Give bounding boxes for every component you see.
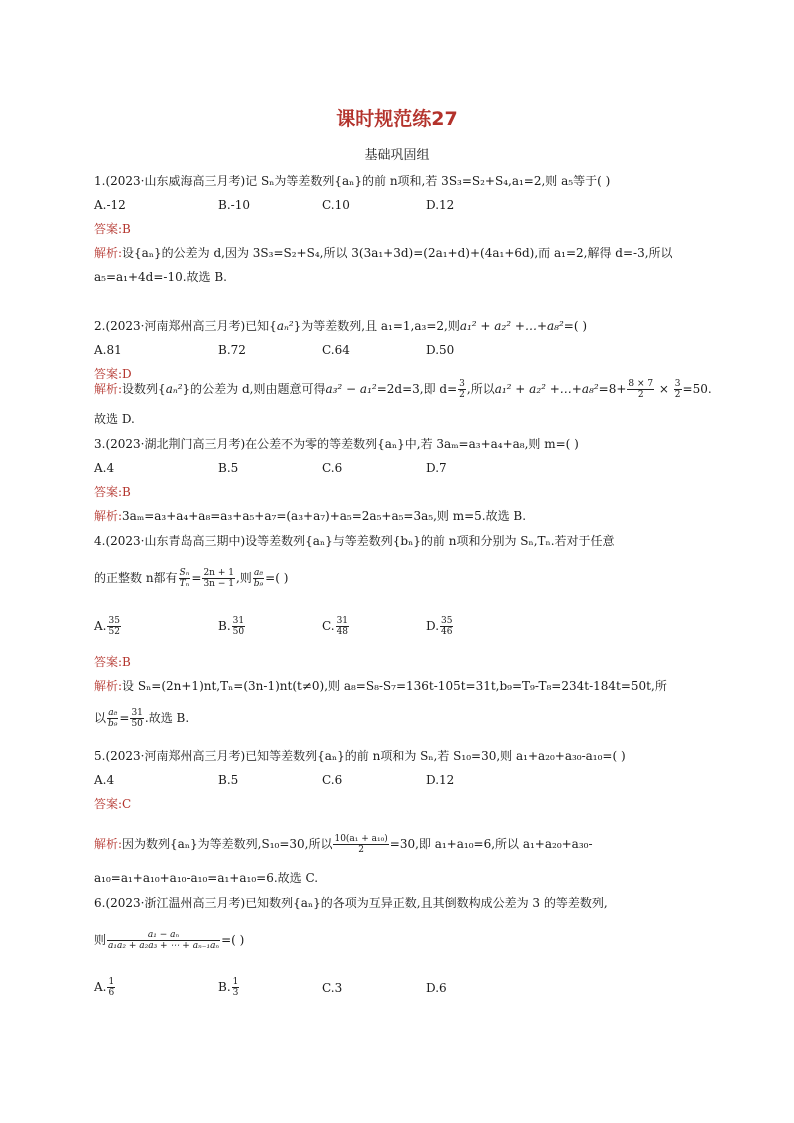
q1-option-d: D.12 [426, 198, 455, 212]
q1-solution-line-1 [94, 245, 673, 261]
numerator: a₈ [108, 708, 118, 718]
numerator: 8 × 7 [628, 379, 654, 389]
q6-stem-part: =( ) [221, 933, 245, 947]
q2-sol-part: × [655, 382, 673, 396]
q2-option-c: C.64 [322, 343, 350, 357]
numerator: 35 [441, 616, 453, 626]
solution-label: 解析: [94, 837, 123, 851]
question-4-stem-line-2 [94, 566, 288, 590]
q1-option-c: C.10 [322, 198, 350, 212]
q4-fraction-value [130, 708, 143, 729]
answer-value: D [122, 367, 132, 381]
q1-solution-line-2: a₅=a₁+4d=-10.故选 B. [94, 270, 227, 284]
option-letter: A. [94, 619, 107, 633]
numerator: 31 [232, 616, 245, 626]
numerator: 3 [674, 379, 681, 389]
q3-solution [94, 508, 526, 524]
denominator: 50 [131, 719, 143, 729]
numerator: 2n + 1 [203, 568, 234, 578]
numerator: 35 [108, 616, 120, 626]
numerator: 10(a₁ + a₁₀) [334, 834, 388, 844]
question-1-stem: 1.(2023·山东威海高三月考)记 Sₙ为等差数列{aₙ}的前 n项和,若 3S₃=S₂+S₄,a₁=2,则 a₅等于( ) [94, 174, 611, 188]
q4-stem-part: =( ) [265, 571, 289, 585]
denominator: 3 [232, 988, 239, 998]
q3-option-c: C.6 [322, 461, 343, 475]
q4-option-a [94, 614, 122, 638]
q2-fraction-f [674, 379, 682, 400]
q2-fraction-e [627, 379, 654, 400]
denominator: 2 [459, 390, 465, 400]
option-letter: B. [218, 619, 231, 633]
q2-sol-expression: a₃² − a₁² [325, 382, 377, 396]
answer-value: B [122, 655, 131, 669]
q2-stem-part: 2.(2023·河南郑州高三月考)已知{ [94, 319, 277, 333]
option-letter: A. [94, 980, 107, 994]
q2-option-d: D.50 [426, 343, 455, 357]
question-3-stem: 3.(2023·湖北荆门高三月考)在公差不为零的等差数列{aₙ}中,若 3aₘ=a₃+a₄+a₈,则 m=( ) [94, 437, 579, 451]
denominator: 6 [108, 988, 115, 998]
option-letter: C. [322, 619, 335, 633]
option-fraction [232, 977, 240, 998]
numerator: 1 [108, 977, 115, 987]
q4-solution-text-1: 设 Sₙ=(2n+1)nt,Tₙ=(3n-1)nt(t≠0),则 a₈=S₈-S₇=136t-105t=31t,b₉=T₉-T₈=234t-184t=50t,所 [122, 679, 667, 693]
q3-option-d: D.7 [426, 461, 447, 475]
q2-option-a: A.81 [94, 343, 122, 357]
option-fraction [107, 616, 120, 637]
q4-option-b [218, 614, 246, 638]
q2-stem-expression: a₁² + a₂² +…+a₈² [459, 319, 564, 333]
q4-sol-part: = [119, 711, 130, 725]
section-heading: 基础巩固组 [364, 148, 430, 163]
question-6-stem-line-1: 6.(2023·浙江温州高三月考)已知数列{aₙ}的各项为互异正数,且其倒数构成公差为 3 的等差数列, [94, 896, 608, 910]
q5-answer [94, 796, 131, 812]
q5-sol-part: 因为数列{aₙ}为等差数列,S₁₀=30,所以 [122, 837, 333, 851]
answer-value: B [122, 485, 131, 499]
answer-value: C [122, 797, 132, 811]
option-fraction [440, 616, 453, 637]
q4-fraction-st [179, 568, 191, 589]
denominator: a₁a₂ + a₂a₃ + ⋯ + aₙ₋₁aₙ [108, 941, 220, 951]
denominator: 46 [441, 627, 453, 637]
denominator: b₉ [253, 579, 264, 589]
q4-solution-line-2 [94, 706, 189, 730]
q5-solution-line-2: a₁₀=a₁+a₁₀+a₁₀-a₁₀=a₁+a₁₀=6.故选 C. [94, 871, 319, 885]
q2-sol-part: =50. [682, 382, 712, 396]
q2-fraction-d [458, 379, 466, 400]
q2-stem-symbol: aₙ² [276, 319, 294, 333]
denominator: Tₙ [179, 579, 190, 589]
solution-label: 解析: [94, 246, 123, 260]
q2-sol-part: =8+ [598, 382, 627, 396]
q2-sol-symbol: aₙ² [165, 382, 183, 396]
q5-option-c: C.6 [322, 773, 343, 787]
q5-option-b: B.5 [218, 773, 239, 787]
q3-option-b: B.5 [218, 461, 239, 475]
q3-option-a: A.4 [94, 461, 115, 475]
numerator: 31 [131, 708, 143, 718]
q4-option-d [426, 614, 454, 638]
solution-label: 解析: [94, 382, 123, 396]
q2-solution-line-1 [94, 378, 712, 400]
denominator: 52 [108, 627, 120, 637]
numerator: a₁ − aₙ [107, 930, 220, 941]
answer-label: 答案: [94, 222, 123, 236]
numerator: 1 [232, 977, 239, 987]
option-fraction [336, 616, 349, 637]
q3-answer [94, 484, 131, 500]
question-6-stem-line-2 [94, 928, 244, 952]
q1-answer [94, 221, 131, 237]
q5-fraction-sum [333, 834, 388, 855]
question-5-stem: 5.(2023·河南郑州高三月考)已知等差数列{aₙ}的前 n项和为 Sₙ,若 S₁₀=30,则 a₁+a₂₀+a₃₀-a₁₀=( ) [94, 749, 626, 763]
answer-label: 答案: [94, 367, 123, 381]
numerator: Sₙ [179, 568, 190, 578]
q4-sol-part: 以 [94, 711, 107, 725]
question-4-stem-line-1: 4.(2023·山东青岛高三期中)设等差数列{aₙ}与等差数列{bₙ}的前 n项和分别为 Sₙ,Tₙ.若对于任意 [94, 534, 615, 548]
page-title: 课时规范练27 [336, 108, 458, 130]
solution-label: 解析: [94, 509, 123, 523]
q4-option-c [322, 614, 350, 638]
denominator: 50 [232, 627, 245, 637]
q2-sol-expression-2: a₁² + a₂² +…+a₈² [494, 382, 599, 396]
answer-label: 答案: [94, 485, 123, 499]
q4-fraction-result [107, 708, 118, 729]
solution-label: 解析: [94, 679, 123, 693]
q2-solution-line-2: 故选 D. [94, 412, 135, 426]
denominator: 3n − 1 [203, 579, 234, 589]
q1-solution-text-1: 设{aₙ}的公差为 d,因为 3S₃=S₂+S₄,所以 3(3a₁+3d)=(2a₁+d)+(4a₁+6d),而 a₁=2,解得 d=-3,所以 [122, 246, 673, 260]
q2-option-b: B.72 [218, 343, 246, 357]
denominator: b₉ [108, 719, 118, 729]
option-letter: D. [426, 619, 440, 633]
denominator: 2 [358, 845, 364, 855]
answer-label: 答案: [94, 797, 123, 811]
q2-sol-part: =2d=3,即 d= [376, 382, 458, 396]
q4-answer [94, 654, 131, 670]
q4-stem-part: 的正整数 n都有 [94, 571, 178, 585]
q5-option-a: A.4 [94, 773, 115, 787]
q4-stem-part: = [191, 571, 202, 585]
q1-option-b: B.-10 [218, 198, 250, 212]
q4-fraction-n [202, 568, 235, 589]
q6-option-b [218, 975, 240, 999]
question-2-stem [94, 318, 587, 334]
q5-solution-line-1 [94, 832, 593, 856]
numerator: a₈ [253, 568, 263, 578]
q1-option-a: A.-12 [94, 198, 126, 212]
q5-sol-part: =30,即 a₁+a₁₀=6,所以 a₁+a₂₀+a₃₀- [389, 837, 593, 851]
q2-stem-part: =( ) [563, 319, 588, 333]
q4-sol-part: .故选 B. [144, 711, 190, 725]
option-fraction [232, 616, 245, 637]
q2-sol-part: }的公差为 d,则由题意可得 [182, 382, 326, 396]
q4-solution-line-1 [94, 678, 667, 694]
q6-option-d: D.6 [426, 981, 447, 995]
answer-value: B [122, 222, 131, 236]
numerator: 31 [336, 616, 349, 626]
q6-stem-part: 则 [94, 933, 107, 947]
q6-option-c: C.3 [322, 981, 343, 995]
denominator: 2 [674, 390, 681, 400]
option-fraction [107, 977, 115, 998]
q5-option-d: D.12 [426, 773, 455, 787]
q6-fraction [107, 930, 220, 951]
numerator: 3 [459, 379, 465, 389]
option-letter: B. [218, 980, 231, 994]
q2-sol-part: 设数列{ [122, 382, 166, 396]
q2-sol-part: ,所以 [466, 382, 495, 396]
q3-solution-text: 3aₘ=a₃+a₄+a₈=a₃+a₅+a₇=(a₃+a₇)+a₅=2a₅+a₅=3a₅,则 m=5.故选 B. [122, 509, 527, 523]
q4-stem-part: ,则 [235, 571, 252, 585]
denominator: 2 [637, 390, 644, 400]
denominator: 48 [336, 627, 349, 637]
q2-stem-part: }为等差数列,且 a₁=1,a₃=2,则 [293, 319, 460, 333]
q4-fraction-ab [253, 568, 264, 589]
q6-option-a [94, 975, 116, 999]
answer-label: 答案: [94, 655, 123, 669]
